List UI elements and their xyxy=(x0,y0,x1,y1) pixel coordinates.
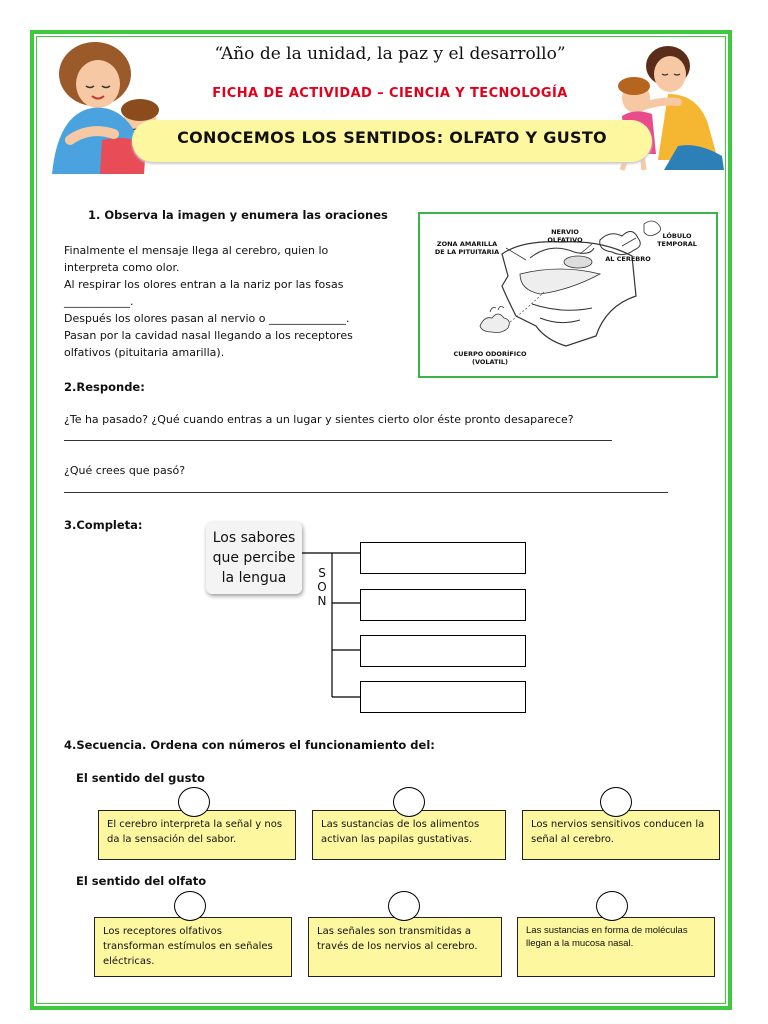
section4-heading: 4.Secuencia. Ordena con números el funcionamiento del: xyxy=(64,738,435,752)
ficha-subtitle: FICHA DE ACTIVIDAD – CIENCIA Y TECNOLOGÍA xyxy=(212,86,568,101)
sentence-line: Finalmente el mensaje llega al cerebro, quien lo xyxy=(64,244,329,257)
label-zona-amarilla: ZONA AMARILLA DE LA PITUITARIA xyxy=(434,240,500,256)
sabores-box xyxy=(206,522,302,594)
gusto-title: El sentido del gusto xyxy=(76,771,205,785)
section1-sentences xyxy=(64,242,404,361)
gusto-card: Los nervios sensitivos conducen la señal al cerebro. xyxy=(522,810,720,860)
order-number-circle[interactable] xyxy=(178,787,210,817)
order-number-circle[interactable] xyxy=(600,787,632,817)
label-al-cerebro: AL CEREBRO xyxy=(605,255,651,263)
order-number-circle[interactable] xyxy=(393,787,425,817)
sentence-line: Al respirar los olores entran a la nariz por las fosas xyxy=(64,278,344,291)
section2-heading: 2.Responde: xyxy=(64,380,145,394)
bracket-connector xyxy=(300,550,362,700)
olfato-title: El sentido del olfato xyxy=(76,874,207,888)
son-label xyxy=(316,566,328,608)
son-letter: S xyxy=(318,566,326,580)
order-number-circle[interactable] xyxy=(388,891,420,921)
section1-heading: 1. Observa la imagen y enumera las oraciones xyxy=(88,208,388,222)
son-letter: N xyxy=(317,594,327,608)
sentence-line: interpreta como olor. xyxy=(64,261,180,274)
olfato-card: Las señales son transmitidas a través de los nervios al cerebro. xyxy=(308,917,502,977)
sabores-line: que percibe xyxy=(212,550,296,566)
flavor-answer-box[interactable] xyxy=(360,589,526,621)
sentence-line: Después los olores pasan al nervio o ______________. xyxy=(64,312,350,325)
order-number-circle[interactable] xyxy=(596,891,628,921)
year-title: “Año de la unidad, la paz y el desarrollo” xyxy=(214,44,566,64)
question-2: ¿Qué crees que pasó? xyxy=(64,464,186,477)
order-number-circle[interactable] xyxy=(174,891,206,921)
page-title: CONOCEMOS LOS SENTIDOS: OLFATO Y GUSTO xyxy=(177,128,607,147)
son-letter: O xyxy=(317,580,327,594)
answer-line-1[interactable] xyxy=(64,440,612,441)
section3-heading: 3.Completa: xyxy=(64,518,143,532)
flavor-answer-box[interactable] xyxy=(360,542,526,574)
question-1: ¿Te ha pasado? ¿Qué cuando entras a un lugar y sientes cierto olor éste pronto desaparece? xyxy=(64,413,574,426)
gusto-card: El cerebro interpreta la señal y nos da la sensación del sabor. xyxy=(98,810,296,860)
gusto-card: Las sustancias de los alimentos activan las papilas gustativas. xyxy=(312,810,506,860)
olfato-card: Los receptores olfativos transforman estímulos en señales eléctricas. xyxy=(94,917,292,977)
sabores-line: Los sabores xyxy=(212,530,296,546)
answer-line-2[interactable] xyxy=(64,492,668,493)
sabores-line: la lengua xyxy=(221,570,287,586)
label-lobulo-temporal: LÓBULO TEMPORAL xyxy=(657,232,697,248)
sentence-line: olfativos (pituitaria amarilla). xyxy=(64,346,225,359)
sentence-line: Pasan por la cavidad nasal llegando a los receptores xyxy=(64,329,353,342)
label-cuerpo-odorifico: CUERPO ODORÍFICO (VOLATIL) xyxy=(453,350,527,366)
label-nervio-olfativo: NERVIO OLFATIVO xyxy=(547,228,583,244)
sentence-line: ____________. xyxy=(64,295,134,308)
flavor-answer-box[interactable] xyxy=(360,635,526,667)
flavor-answer-box[interactable] xyxy=(360,681,526,713)
olfato-card: Las sustancias en forma de moléculas llegan a la mucosa nasal. xyxy=(517,917,715,977)
